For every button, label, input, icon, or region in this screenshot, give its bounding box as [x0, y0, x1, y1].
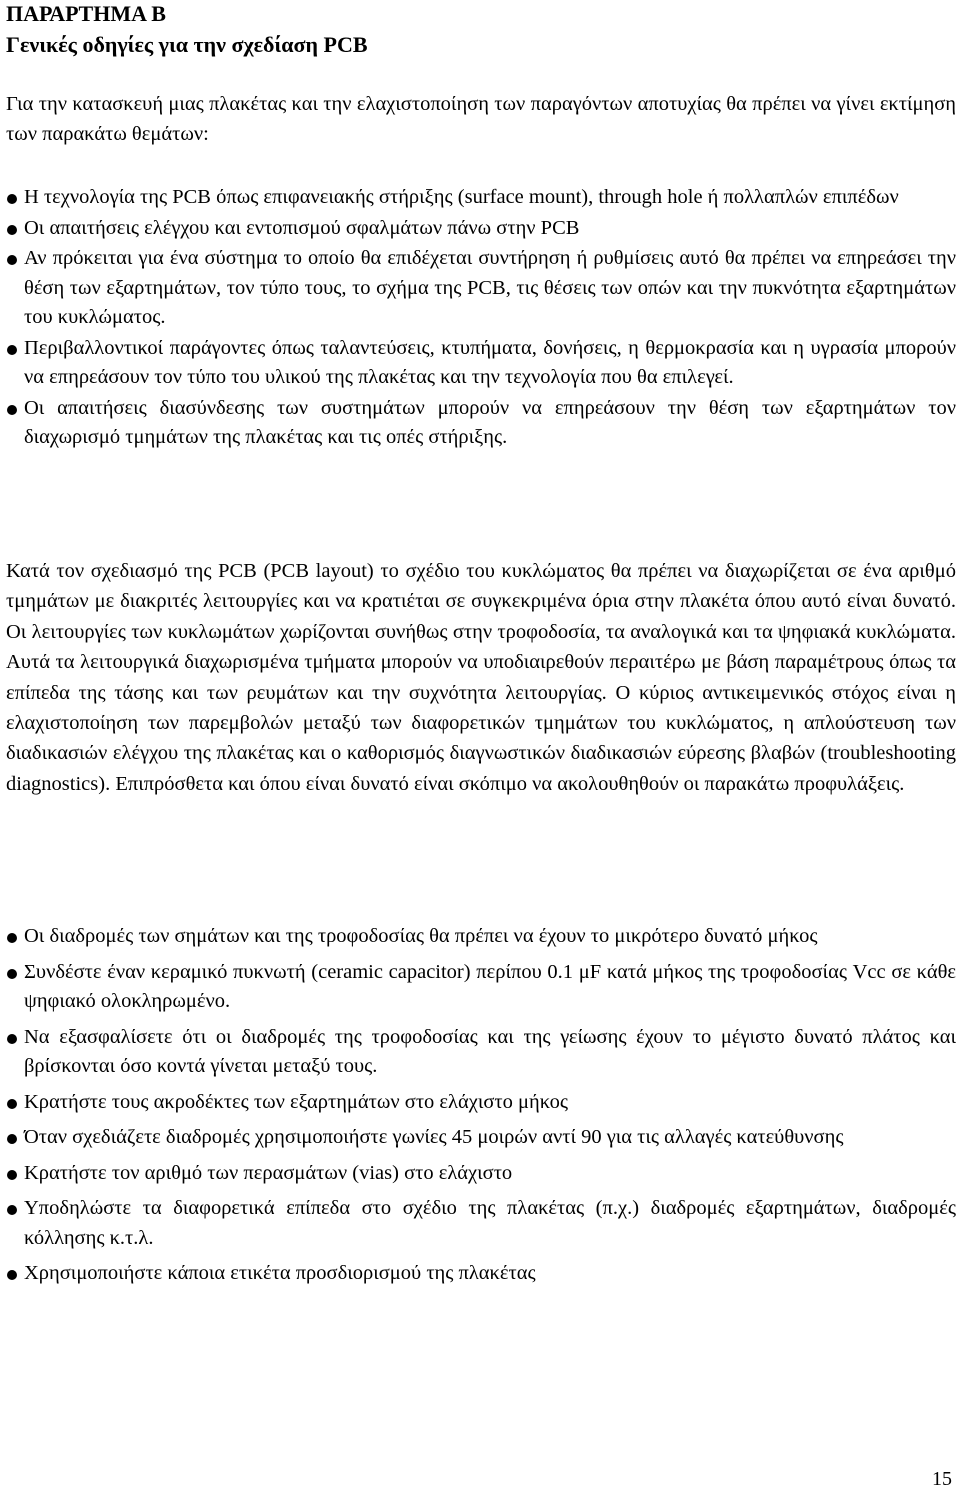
page-title: Γενικές οδηγίες για την σχεδίαση PCB: [6, 32, 368, 57]
intro-paragraph: Για την κατασκευή μιας πλακέτας και την ελαχιστοποίηση των παραγόντων αποτυχίας θα πρέπει να γίνει εκτίμηση των παρακάτω θεμάτων:: [6, 93, 956, 145]
bullet-icon: [7, 405, 17, 415]
bullet-icon: [7, 969, 17, 979]
list-item: Κρατήστε τον αριθμό των περασμάτων (vias) στο ελάχιστο: [6, 1159, 956, 1189]
bullet-icon: [7, 1034, 17, 1044]
precautions-list: [6, 922, 956, 1289]
appendix-heading: ΠΑΡΑΡΤΗΜΑ Β: [6, 1, 166, 26]
bullet-icon: [7, 345, 17, 355]
bullet-icon: [7, 1205, 17, 1215]
page-number: 15: [932, 1468, 952, 1490]
bullet-icon: [7, 255, 17, 265]
bullet-icon: [7, 1099, 17, 1109]
bullet-icon: [7, 1134, 17, 1144]
list-item: Συνδέστε έναν κεραμικό πυκνωτή (ceramic capacitor) περίπου 0.1 μF κατά μήκος της τροφοδοσίας Vcc σε κάθε ψηφιακό ολοκληρωμένο.: [6, 958, 956, 1017]
list-item: Υποδηλώστε τα διαφορετικά επίπεδα στο σχέδιο της πλακέτας (π.χ.) διαδρομές εξαρτημάτων, διαδρομές κόλλησης κ.τ.λ.: [6, 1194, 956, 1253]
list-item: Χρησιμοποιήστε κάποια ετικέτα προσδιορισμού της πλακέτας: [6, 1259, 956, 1289]
bullet-icon: [7, 225, 17, 235]
list-item: Η τεχνολογία της PCB όπως επιφανειακής στήριξης (surface mount), through hole ή πολλαπλών επιπέδων: [6, 183, 956, 213]
list-item: Κρατήστε τους ακροδέκτες των εξαρτημάτων στο ελάχιστο μήκος: [6, 1088, 956, 1118]
list-item: Όταν σχεδιάζετε διαδρομές χρησιμοποιήστε γωνίες 45 μοιρών αντί 90 για τις αλλαγές κατεύθυνσης: [6, 1123, 956, 1153]
list-item: Οι απαιτήσεις ελέγχου και εντοπισμού σφαλμάτων πάνω στην PCB: [6, 214, 956, 244]
layout-paragraph: Κατά τον σχεδιασμό της PCB (PCB layout) το σχέδιο του κυκλώματος θα πρέπει να διαχωρίζεται σε ένα αριθμό τμημάτων με διακριτές λειτουργίες και να κρατιέται σε συγκεκριμένα όρια στην πλακέτα όπου αυτό είναι δυνατό. Οι λειτουργίες των κυκλωμάτων χωρίζονται συνήθως στην τροφοδοσία, τα αναλογικά και τα ψηφιακά κυκλώματα. Αυτά τα λειτουργικά διαχωρισμένα τμήματα μπορούν να υποδιαιρεθούν περαιτέρω με βάση παραμέτρους όπως τα επίπεδα της τάσης και των ρευμάτων και την συχνότητα λειτουργίας. Ο κύριος αντικειμενικός στόχος είναι η ελαχιστοποίηση των παρεμβολών μεταξύ των διαφορετικών τμημάτων του κυκλώματος, η απλούστευση των διαδικασιών ελέγχου της πλακέτας και ο καθορισμός διαγνωστικών διαδικασιών εύρεσης βλαβών (troubleshooting diagnostics). Επιπρόσθετα και όπου είναι δυνατό είναι σκόπιμο να ακολουθηθούν οι παρακάτω προφυλάξεις.: [6, 560, 956, 795]
bullet-icon: [7, 933, 17, 943]
list-item: Περιβαλλοντικοί παράγοντες όπως ταλαντεύσεις, κτυπήματα, δονήσεις, η θερμοκρασία και η υγρασία μπορούν να επηρεάσουν τον τύπο του υλικού της πλακέτας και την τεχνολογία που θα επιλεγεί.: [6, 334, 956, 393]
list-item: Οι απαιτήσεις διασύνδεσης των συστημάτων μπορούν να επηρεάσουν την θέση των εξαρτημάτων τον διαχωρισμό τμημάτων της πλακέτας και τις οπές στήριξης.: [6, 394, 956, 453]
bullet-icon: [7, 1270, 17, 1280]
list-item: Αν πρόκειται για ένα σύστημα το οποίο θα επιδέχεται συντήρηση ή ρυθμίσεις αυτό θα πρέπει να επηρεάσει την θέση των εξαρτημάτων, τον τύπο τους, το σχήμα της PCB, τις θέσεις των οπών και την πυκνότητα εξαρτημάτων του κυκλώματος.: [6, 244, 956, 333]
list-item: Να εξασφαλίσετε ότι οι διαδρομές της τροφοδοσίας και της γείωσης έχουν το μέγιστο δυνατό πλάτος και βρίσκονται όσο κοντά γίνεται μεταξύ τους.: [6, 1023, 956, 1082]
bullet-icon: [7, 1170, 17, 1180]
bullet-icon: [7, 194, 17, 204]
considerations-list: [6, 183, 956, 453]
list-item: Οι διαδρομές των σημάτων και της τροφοδοσίας θα πρέπει να έχουν το μικρότερο δυνατό μήκος: [6, 922, 956, 952]
